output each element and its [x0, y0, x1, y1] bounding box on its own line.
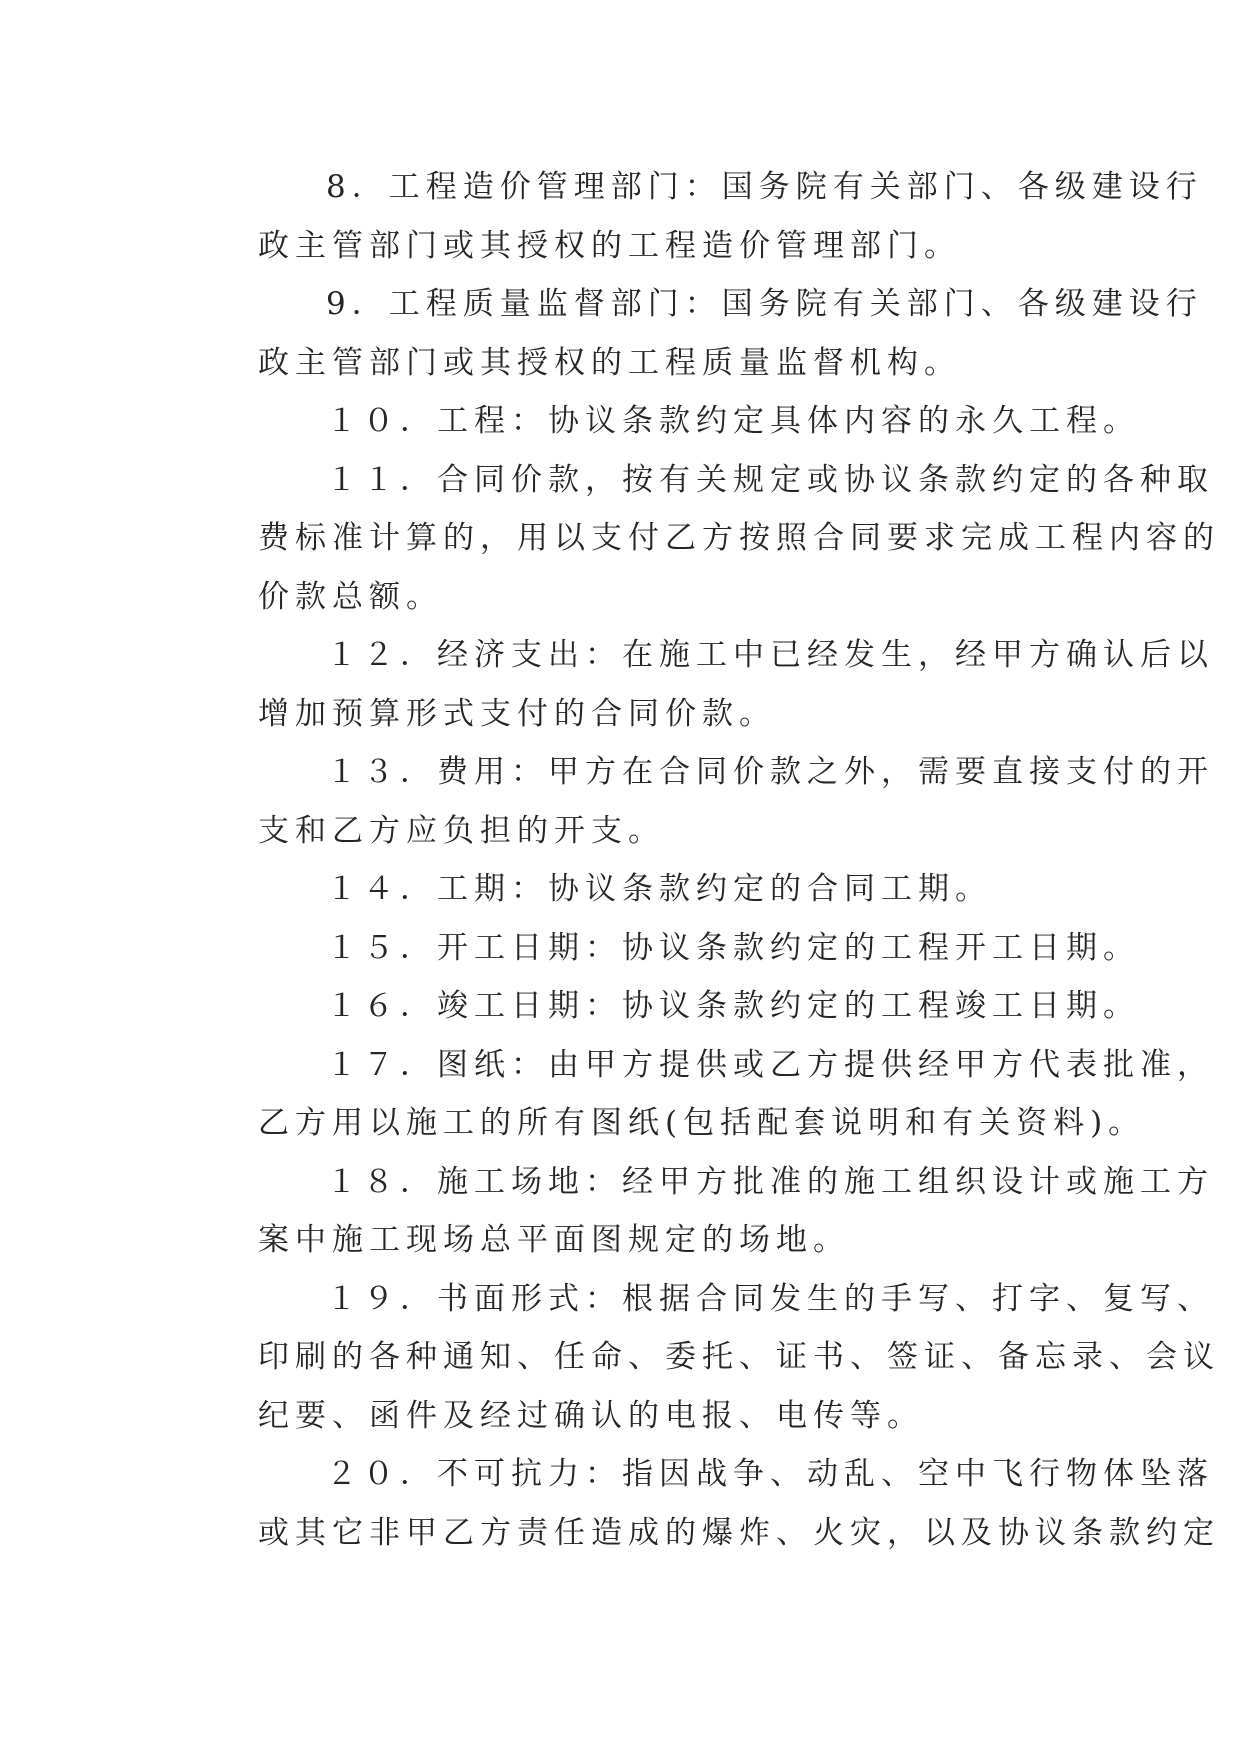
- clause-19: [190, 1270, 1220, 1446]
- text-line: 政主管部门或其授权的工程质量监督机构。: [258, 344, 961, 381]
- text-line: １７．图纸：由甲方提供或乙方提供经甲方代表批准，: [326, 1046, 1214, 1083]
- text-line: 增加预算形式支付的合同价款。: [258, 695, 776, 732]
- text-line: 支和乙方应负担的开支。: [258, 812, 665, 849]
- text-line: 或其它非甲乙方责任造成的爆炸、火灾，以及协议条款约定: [258, 1514, 1220, 1551]
- clause-16: [190, 977, 1140, 1036]
- clause-8: [190, 158, 1203, 275]
- clause-13: [190, 743, 1214, 860]
- text-line: １５．开工日期：协议条款约定的工程开工日期。: [326, 929, 1140, 966]
- text-line: 9．工程质量监督部门：国务院有关部门、各级建设行: [326, 286, 1203, 322]
- clause-11: [190, 451, 1220, 627]
- text-line: 价款总额。: [258, 578, 443, 615]
- text-line: １４．工期：协议条款约定的合同工期。: [326, 871, 992, 907]
- text-line: １９．书面形式：根据合同发生的手写、打字、复写、: [326, 1280, 1214, 1317]
- clause-14: [190, 860, 1054, 919]
- text-line: 费标准计算的，用以支付乙方按照合同要求完成工程内容的: [258, 520, 1220, 556]
- clause-20: [190, 1445, 1220, 1562]
- text-line: 乙方用以施工的所有图纸(包括配套说明和有关资料)。: [258, 1105, 1146, 1141]
- clause-12: [190, 626, 1214, 743]
- clause-15: [190, 919, 1140, 978]
- clause-9: [190, 275, 1203, 392]
- clause-17: [190, 1036, 1214, 1153]
- text-line: １３．费用：甲方在合同价款之外，需要直接支付的开: [326, 754, 1214, 790]
- text-line: 政主管部门或其授权的工程造价管理部门。: [258, 227, 961, 264]
- text-line: ２０．不可抗力：指因战争、动乱、空中飞行物体坠落: [326, 1456, 1214, 1492]
- document-body: [190, 158, 1220, 1562]
- text-line: 8．工程造价管理部门：国务院有关部门、各级建设行: [326, 169, 1203, 205]
- clause-18: [190, 1153, 1214, 1270]
- clause-10: [190, 392, 1140, 451]
- text-line: 印刷的各种通知、任命、委托、证书、签证、备忘录、会议: [258, 1339, 1220, 1375]
- text-line: １６．竣工日期：协议条款约定的工程竣工日期。: [326, 988, 1140, 1024]
- text-line: １２．经济支出：在施工中已经发生，经甲方确认后以: [326, 637, 1214, 673]
- text-line: 案中施工现场总平面图规定的场地。: [258, 1222, 850, 1258]
- text-line: １１．合同价款，按有关规定或协议条款约定的各种取: [326, 461, 1214, 498]
- text-line: 纪要、函件及经过确认的电报、电传等。: [258, 1397, 924, 1434]
- text-line: １０．工程：协议条款约定具体内容的永久工程。: [326, 403, 1140, 439]
- text-line: １８．施工场地：经甲方批准的施工组织设计或施工方: [326, 1163, 1214, 1200]
